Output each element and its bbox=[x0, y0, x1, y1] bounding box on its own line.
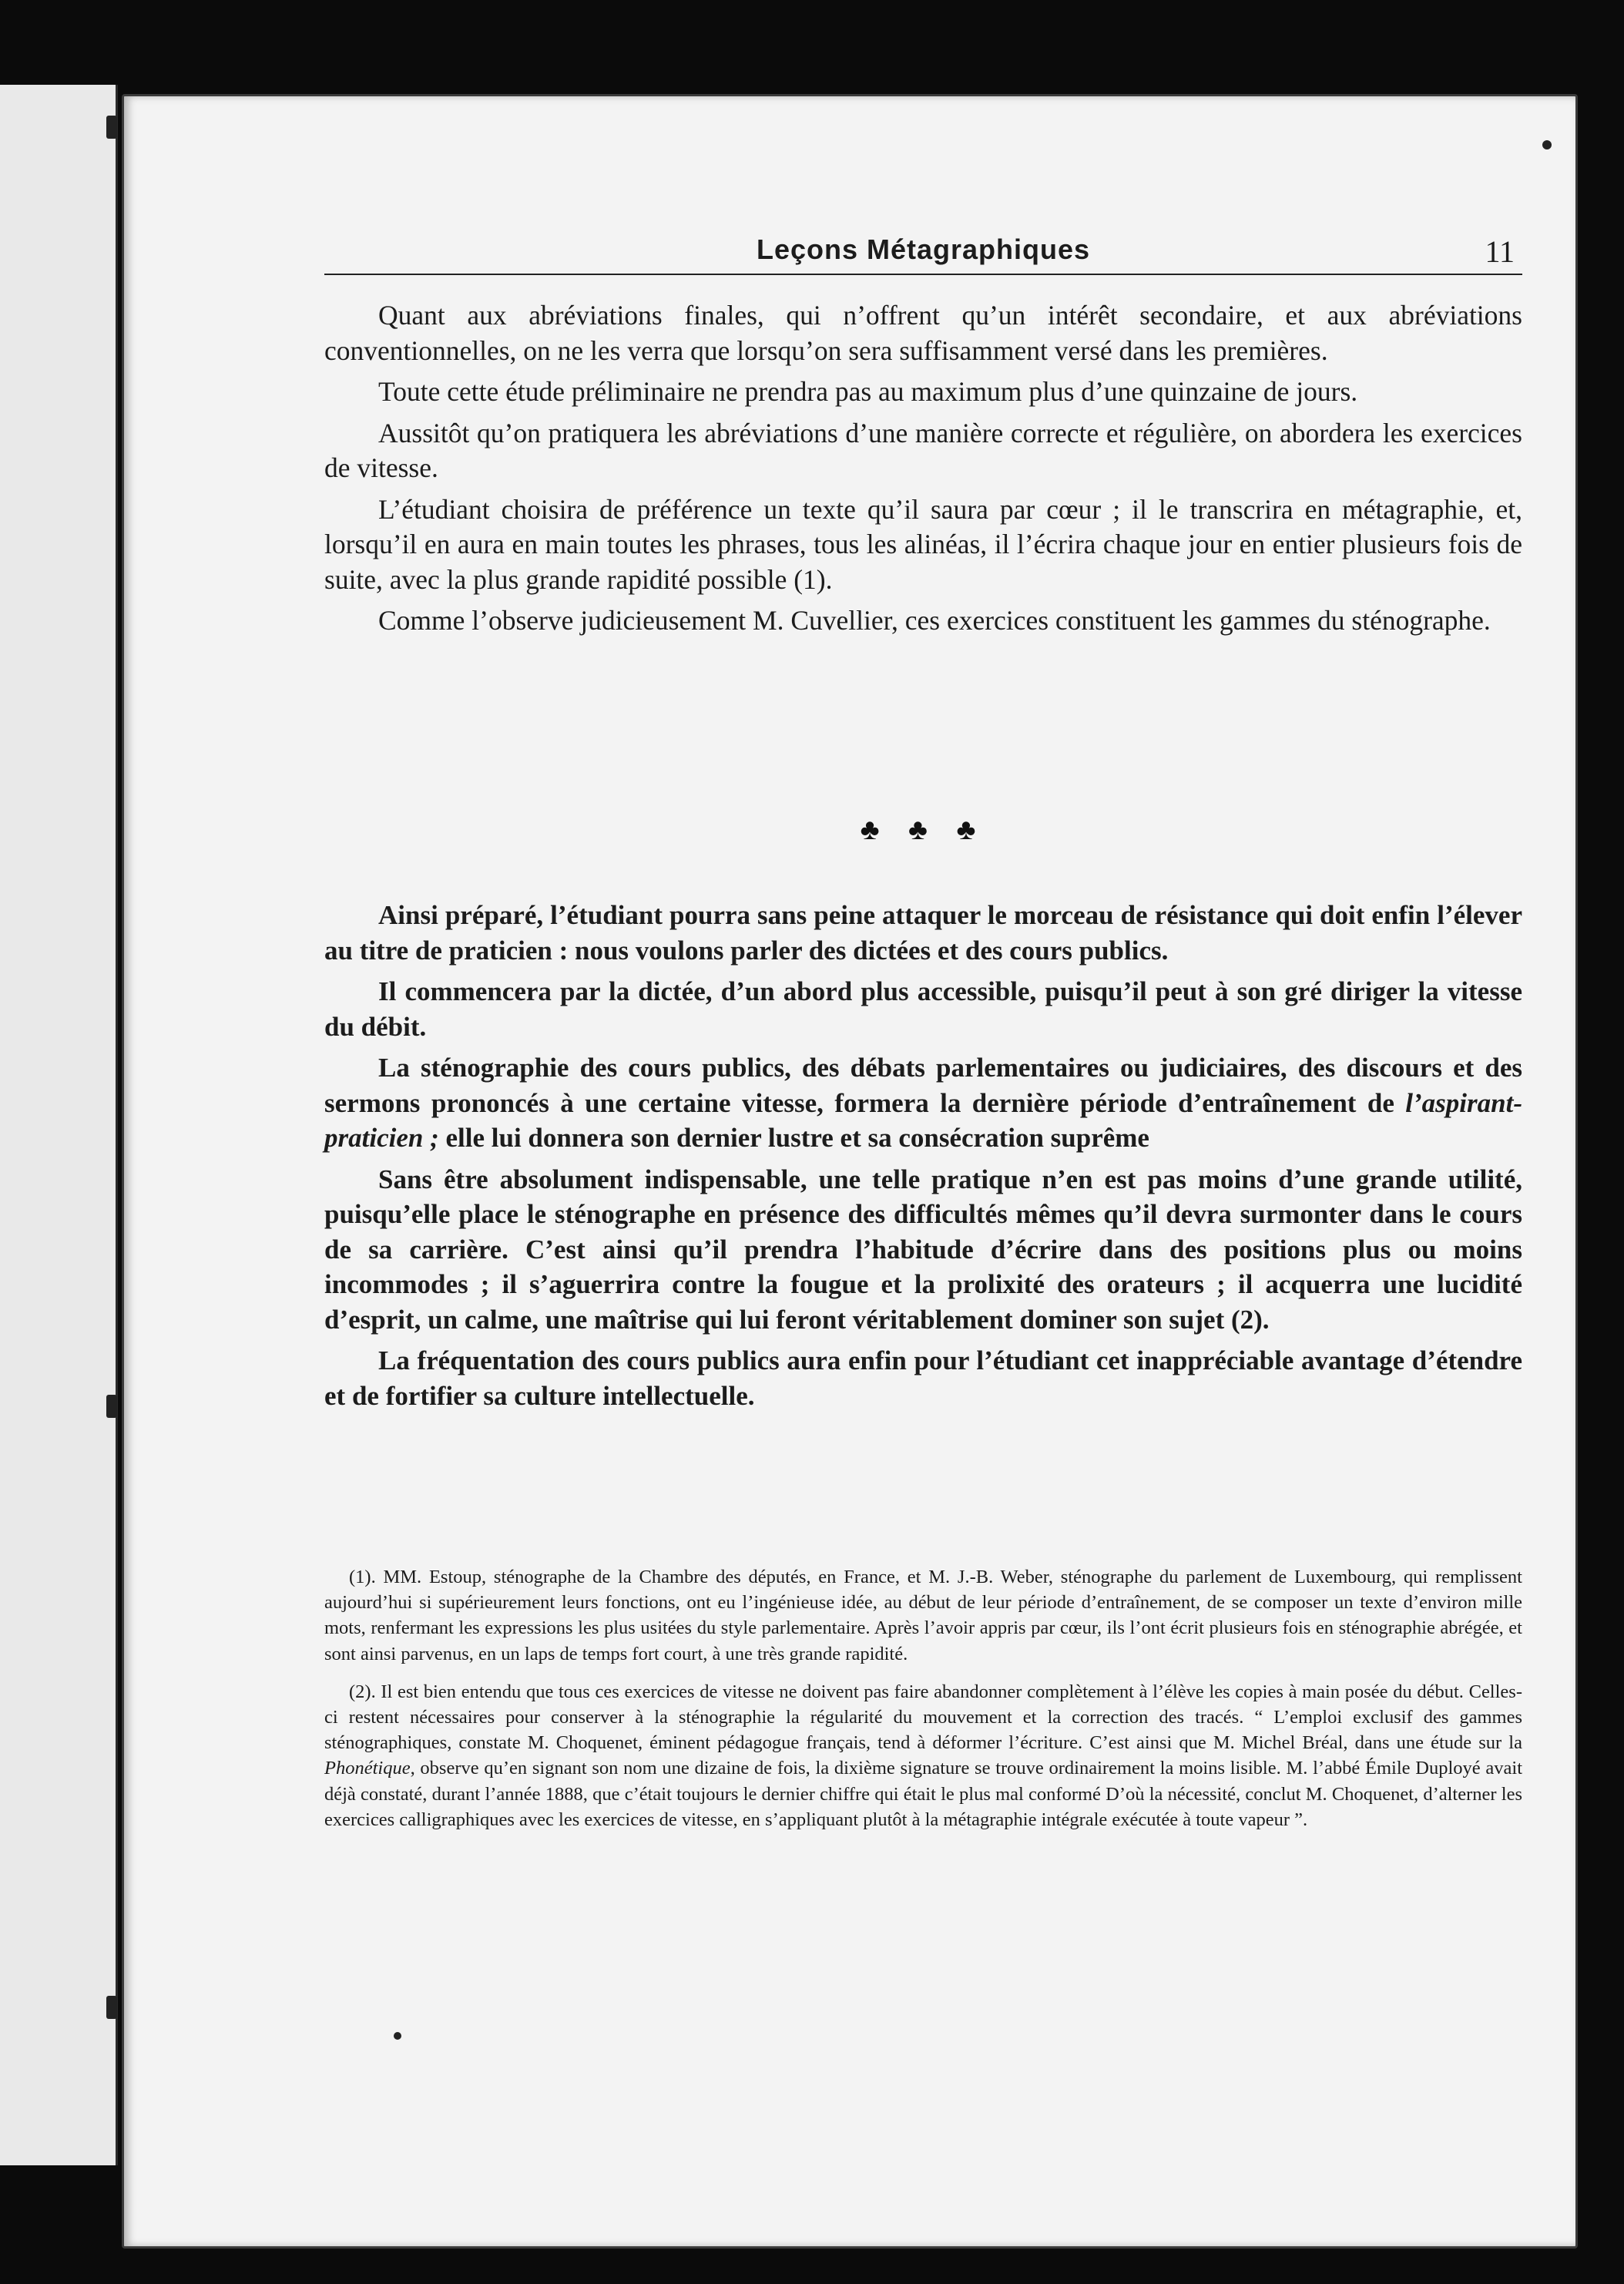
paragraph: Il commencera par la dictée, d’un abord plus accessible, puisqu’il peut à son gré diriger la vitesse du débit. bbox=[324, 976, 1522, 1042]
running-title: Leçons Métagraphiques bbox=[756, 233, 1091, 265]
paragraph: L’étudiant choisira de préférence un texte qu’il saura par cœur ; il le transcrira en métagraphie, et, lorsqu’il en aura en main toutes les phrases, tous les alinéas, il l’écrira chaque jour en entier plusieurs fois de suite, avec la plus grande rapidité possible (1). bbox=[324, 493, 1522, 595]
paragraph: Quant aux abréviations finales, qui n’offrent qu’un intérêt secondaire, et aux abréviations conventionnelles, on ne les verra que lorsqu’on sera suffisamment versé dans les premières. bbox=[324, 300, 1522, 366]
italic-term: l’aspirant-praticien ; bbox=[324, 1087, 1522, 1153]
section-ornament: ♣ ♣ ♣ bbox=[860, 814, 987, 846]
binding-mark bbox=[106, 1395, 117, 1418]
page-number: 11 bbox=[1485, 234, 1515, 269]
footnote-1: (1). MM. Estoup, sténographe de la Chambre des députés, en France, et M. J.-B. Weber, sténographe du parlement de Luxembourg, qui remplissent aujourd’hui si supérieurement leurs fonctions, ont eu l’ingénieuse idée, au début de leur période d’entraînement, de se composer un texte d’environ mille mots, renfermant les expressions les plus usitées du style parlementaire. Après l’avoir appris par cœur, ils l’ont écrit plusieurs fois en sténographie abrégée, et sont ainsi parvenus, en un laps de temps fort court, à une très grande rapidité. bbox=[324, 1567, 1522, 1664]
footnotes bbox=[324, 1564, 1522, 1845]
text-run: , observe qu’en signant son nom une dizaine de fois, la dixième signature se trouve ordinairement la moins lisible. M. l’abbé Émile Duployé avait déjà constaté, durant l’année 1888, que c’était toujours le dernier chiffre qui était le plus mal conformé D’où la nécessité, conclut M. Choquenet, d’alterner les exercices calligraphiques avec les exercices de vitesse, en s’appliquant plutôt à la métagraphie intégrale exécutée à toute vapeur ”. bbox=[324, 1758, 1522, 1830]
paragraph: Toute cette étude préliminaire ne prendra pas au maximum plus d’une quinzaine de jours. bbox=[378, 376, 1358, 407]
ink-speck bbox=[394, 2032, 401, 2040]
book-page bbox=[122, 94, 1578, 2249]
previous-page-edge bbox=[0, 85, 118, 2165]
body-section-1 bbox=[324, 298, 1522, 645]
binding-mark bbox=[106, 1996, 117, 2019]
paragraph: La fréquentation des cours publics aura enfin pour l’étudiant cet inappréciable avantage d’étendre et de fortifier sa culture intellectuelle. bbox=[324, 1345, 1522, 1411]
binding-mark bbox=[106, 116, 117, 139]
paragraph: Aussitôt qu’on pratiquera les abréviations d’une manière correcte et régulière, on abordera les exercices de vitesse. bbox=[324, 417, 1522, 483]
body-section-2 bbox=[324, 898, 1522, 1419]
footnote-2 bbox=[324, 1679, 1522, 1832]
paragraph-with-italic bbox=[324, 1050, 1522, 1156]
italic-term: Phonétique bbox=[324, 1758, 411, 1779]
paragraph: Comme l’observe judicieusement M. Cuvellier, ces exercices constituent les gammes du sténographe. bbox=[378, 605, 1491, 636]
paragraph: Sans être absolument indispensable, une telle pratique n’en est pas moins d’une grande utilité, puisqu’elle place le sténographe en présence des difficultés mêmes qu’il devra surmonter dans le cours de sa carrière. C’est ainsi qu’il prendra l’habitude d’écrire dans des positions plus ou moins incommodes ; il s’aguerrira contre la fougue et la prolixité des orateurs ; il acquerra une lucidité d’esprit, un calme, une maîtrise qui lui feront véritablement dominer son sujet (2). bbox=[324, 1164, 1522, 1335]
text-run: elle lui donnera son dernier lustre et sa consécration suprême bbox=[438, 1123, 1149, 1153]
page-header bbox=[324, 226, 1522, 275]
scan-speck bbox=[1542, 140, 1552, 149]
text-run: La sténographie des cours publics, des débats parlementaires ou judiciaires, des discours et des sermons prononcés à une certaine vitesse, formera la dernière période d’entraînement de bbox=[324, 1053, 1522, 1118]
text-run: (2). Il est bien entendu que tous ces exercices de vitesse ne doivent pas faire abandonner complètement à l’élève les copies à main posée du début. Celles-ci restent nécessaires pour conserver à la sténographie la régularité du mouvement et la correction des tracés. “ L’emploi exclusif des gammes sténographiques, constate M. Choquenet, éminent pédagogue français, tend à déformer l’écriture. C’est ainsi que M. Michel Bréal, dans une étude sur la bbox=[324, 1681, 1522, 1754]
paragraph: Ainsi préparé, l’étudiant pourra sans peine attaquer le morceau de résistance qui doit enfin l’élever au titre de praticien : nous voulons parler des dictées et des cours publics. bbox=[324, 900, 1522, 966]
